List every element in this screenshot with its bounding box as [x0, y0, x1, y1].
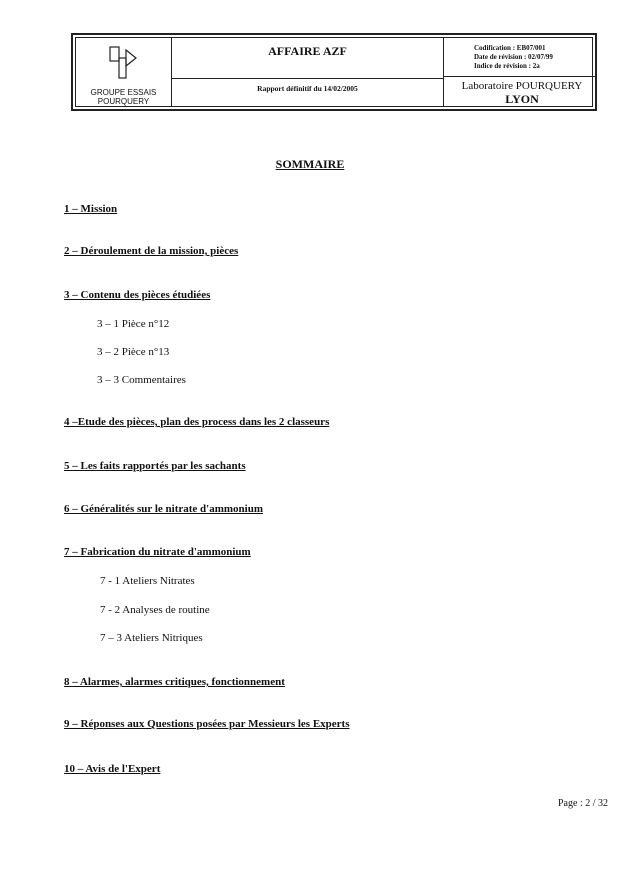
header-divider [444, 76, 596, 77]
company-logo-block [76, 38, 171, 110]
logo-text-line2: POURQUERY [97, 97, 150, 106]
toc-section-4[interactable]: 4 –Etude des pièces, plan des process dans les 2 classeurs [64, 416, 330, 428]
toc-subsection-3-2[interactable]: 3 – 2 Pièce n°13 [97, 346, 170, 358]
laboratory-city: LYON [505, 92, 539, 106]
company-logo-icon [106, 44, 140, 82]
indice-revision: Indice de révision : 2a [474, 62, 540, 70]
toc-section-3[interactable]: 3 – Contenu des pièces étudiées [64, 289, 211, 301]
affaire-title: AFFAIRE AZF [268, 44, 347, 58]
page-number: Page : 2 / 32 [558, 798, 608, 809]
toc-subsection-3-1[interactable]: 3 – 1 Pièce n°12 [97, 318, 170, 330]
toc-subsection-3-3[interactable]: 3 – 3 Commentaires [97, 374, 186, 386]
codification-block [474, 44, 553, 71]
header-divider [172, 78, 443, 79]
laboratory-name: Laboratoire POURQUERY [461, 80, 583, 92]
toc-section-7[interactable]: 7 – Fabrication du nitrate d'ammonium [64, 546, 251, 558]
date-revision: Date de révision : 02/07/99 [474, 53, 553, 61]
toc-subsection-7-3[interactable]: 7 – 3 Ateliers Nitriques [100, 632, 203, 644]
toc-section-5[interactable]: 5 – Les faits rapportés par les sachants [64, 460, 246, 472]
header-inner-frame [75, 37, 593, 107]
rapport-date: Rapport définitif du 14/02/2005 [257, 84, 358, 93]
laboratory-block [444, 80, 600, 106]
toc-section-9[interactable]: 9 – Réponses aux Questions posées par Messieurs les Experts [64, 718, 350, 730]
toc-section-8[interactable]: 8 – Alarmes, alarmes critiques, fonctionnement [64, 676, 285, 688]
toc-section-1[interactable]: 1 – Mission [64, 203, 118, 215]
toc-subsection-7-2[interactable]: 7 - 2 Analyses de routine [100, 604, 210, 616]
page-title: SOMMAIRE [275, 157, 345, 171]
codification: Codification : EB07/001 [474, 44, 546, 52]
toc-section-2[interactable]: 2 – Déroulement de la mission, pièces [64, 245, 239, 257]
document-header [71, 33, 597, 111]
toc-section-6[interactable]: 6 – Généralités sur le nitrate d'ammonium [64, 503, 263, 515]
toc-subsection-7-1[interactable]: 7 - 1 Ateliers Nitrates [100, 575, 195, 587]
toc-section-10[interactable]: 10 – Avis de l'Expert [64, 763, 161, 775]
logo-text-line1: GROUPE ESSAIS [90, 88, 157, 97]
